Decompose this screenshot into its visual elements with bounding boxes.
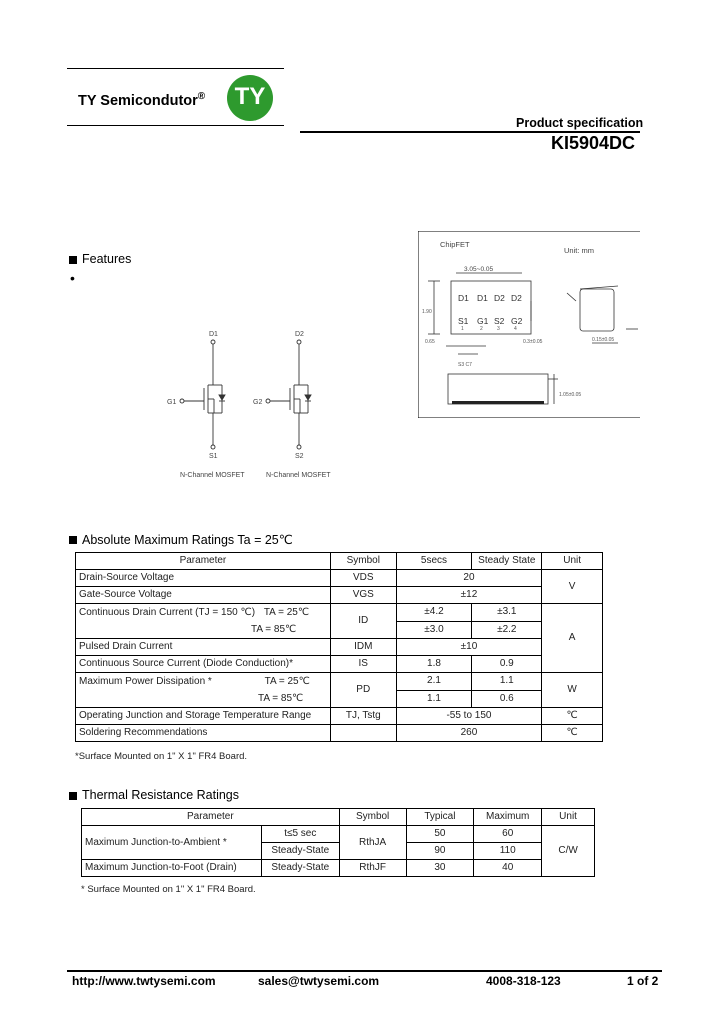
thermal-table [81, 808, 595, 877]
package-unit: Unit: mm [564, 246, 594, 255]
dim-end: 0.15±0.05 [592, 337, 615, 343]
company-logo: TY [227, 75, 273, 121]
abs-max-marker [69, 536, 77, 544]
pin-bottom-1: S1 [458, 316, 469, 326]
svg-text:4: 4 [514, 326, 517, 332]
part-number: KI5904DC [551, 133, 636, 153]
footer-email[interactable]: sales@twtysemi.com [258, 974, 380, 988]
table-row: ±3.0 ±2.2 [76, 621, 603, 639]
pin-top-1: D1 [458, 293, 469, 303]
label-g2: G2 [253, 399, 263, 406]
svg-text:2: 2 [480, 326, 483, 332]
label-s1: S1 [209, 453, 218, 460]
table-row: Continuous Source Current (Diode Conduction)* IS 1.8 0.9 [76, 656, 603, 673]
pin-bottom-3: S2 [494, 316, 505, 326]
svg-text:1: 1 [461, 326, 464, 332]
pin-top-2: D1 [477, 293, 488, 303]
footer-phone: 4008-318-123 [486, 974, 561, 988]
label-g1: G1 [167, 399, 177, 406]
dim-pitch: 0.65 [425, 339, 435, 345]
doc-type: Product specification [516, 116, 644, 130]
pin-top-4: D2 [511, 293, 522, 303]
table-row: Drain-Source Voltage VDS 20 V [76, 570, 603, 587]
features-marker [69, 256, 77, 264]
label-d1: D1 [209, 331, 218, 338]
table-header-row: Parameter Symbol 5secs Steady State Unit [76, 553, 603, 570]
table-row: Maximum Power Dissipation * TA = 25℃ TA = 85℃ PD 2.1 1.1 W [76, 673, 603, 691]
pin-bottom-4: G2 [511, 316, 523, 326]
thermal-marker [69, 792, 77, 800]
table-row: Maximum Junction-to-Ambient * t≤5 sec RthJA 50 60 C/W [82, 826, 595, 843]
table-row: Steady-State 90 110 [82, 843, 595, 860]
pin-bottom-2: G1 [477, 316, 489, 326]
package-name: ChipFET [440, 240, 470, 249]
label-d2: D2 [295, 331, 304, 338]
company-name: TY Semicondutor® [78, 91, 206, 109]
dim-lead: 0.3±0.05 [523, 339, 543, 345]
table-row: Operating Junction and Storage Temperature Range TJ, Tstg -55 to 150 ℃ [76, 708, 603, 725]
table-row: Soldering Recommendations 260 ℃ [76, 725, 603, 742]
mosfet-schematic [160, 325, 350, 485]
table-row: Pulsed Drain Current IDM ±10 [76, 639, 603, 656]
thermal-note: * Surface Mounted on 1" X 1" FR4 Board. [81, 884, 256, 895]
dim-side: S3 C7 [458, 362, 472, 368]
dim-width: 1.90 [422, 309, 432, 315]
dim-length: 3.05~0.05 [464, 266, 494, 273]
table-row: Continuous Drain Current (TJ = 150 ℃) TA = 25℃ TA = 85℃ ID ±4.2 ±3.1 A [76, 604, 603, 622]
thermal-title: Thermal Resistance Ratings [82, 788, 240, 802]
footer-rule [67, 970, 662, 972]
abs-max-table [75, 552, 603, 742]
dim-thickness: 1.05±0.05 [559, 392, 582, 398]
caption-right: N-Channel MOSFET [266, 472, 331, 479]
header-top-rule [67, 68, 284, 69]
svg-text:3: 3 [497, 326, 500, 332]
footer-website[interactable]: http://www.twtysemi.com [72, 974, 216, 988]
abs-max-title: Absolute Maximum Ratings Ta = 25℃ [82, 533, 293, 547]
label-s2: S2 [295, 453, 304, 460]
features-bullet: • [70, 270, 75, 286]
abs-max-note: *Surface Mounted on 1" X 1" FR4 Board. [75, 751, 248, 762]
header-logo-rule [67, 125, 284, 126]
pin-top-3: D2 [494, 293, 505, 303]
features-title: Features [82, 252, 132, 266]
table-row: Maximum Junction-to-Foot (Drain) Steady-State RthJF 30 40 [82, 860, 595, 877]
footer-page: 1 of 2 [627, 974, 659, 988]
table-row: Gate-Source Voltage VGS ±12 [76, 587, 603, 604]
caption-left: N-Channel MOSFET [180, 472, 245, 479]
package-drawing [418, 231, 640, 418]
table-header-row: Parameter Symbol Typical Maximum Unit [82, 809, 595, 826]
table-row: 1.1 0.6 [76, 690, 603, 708]
